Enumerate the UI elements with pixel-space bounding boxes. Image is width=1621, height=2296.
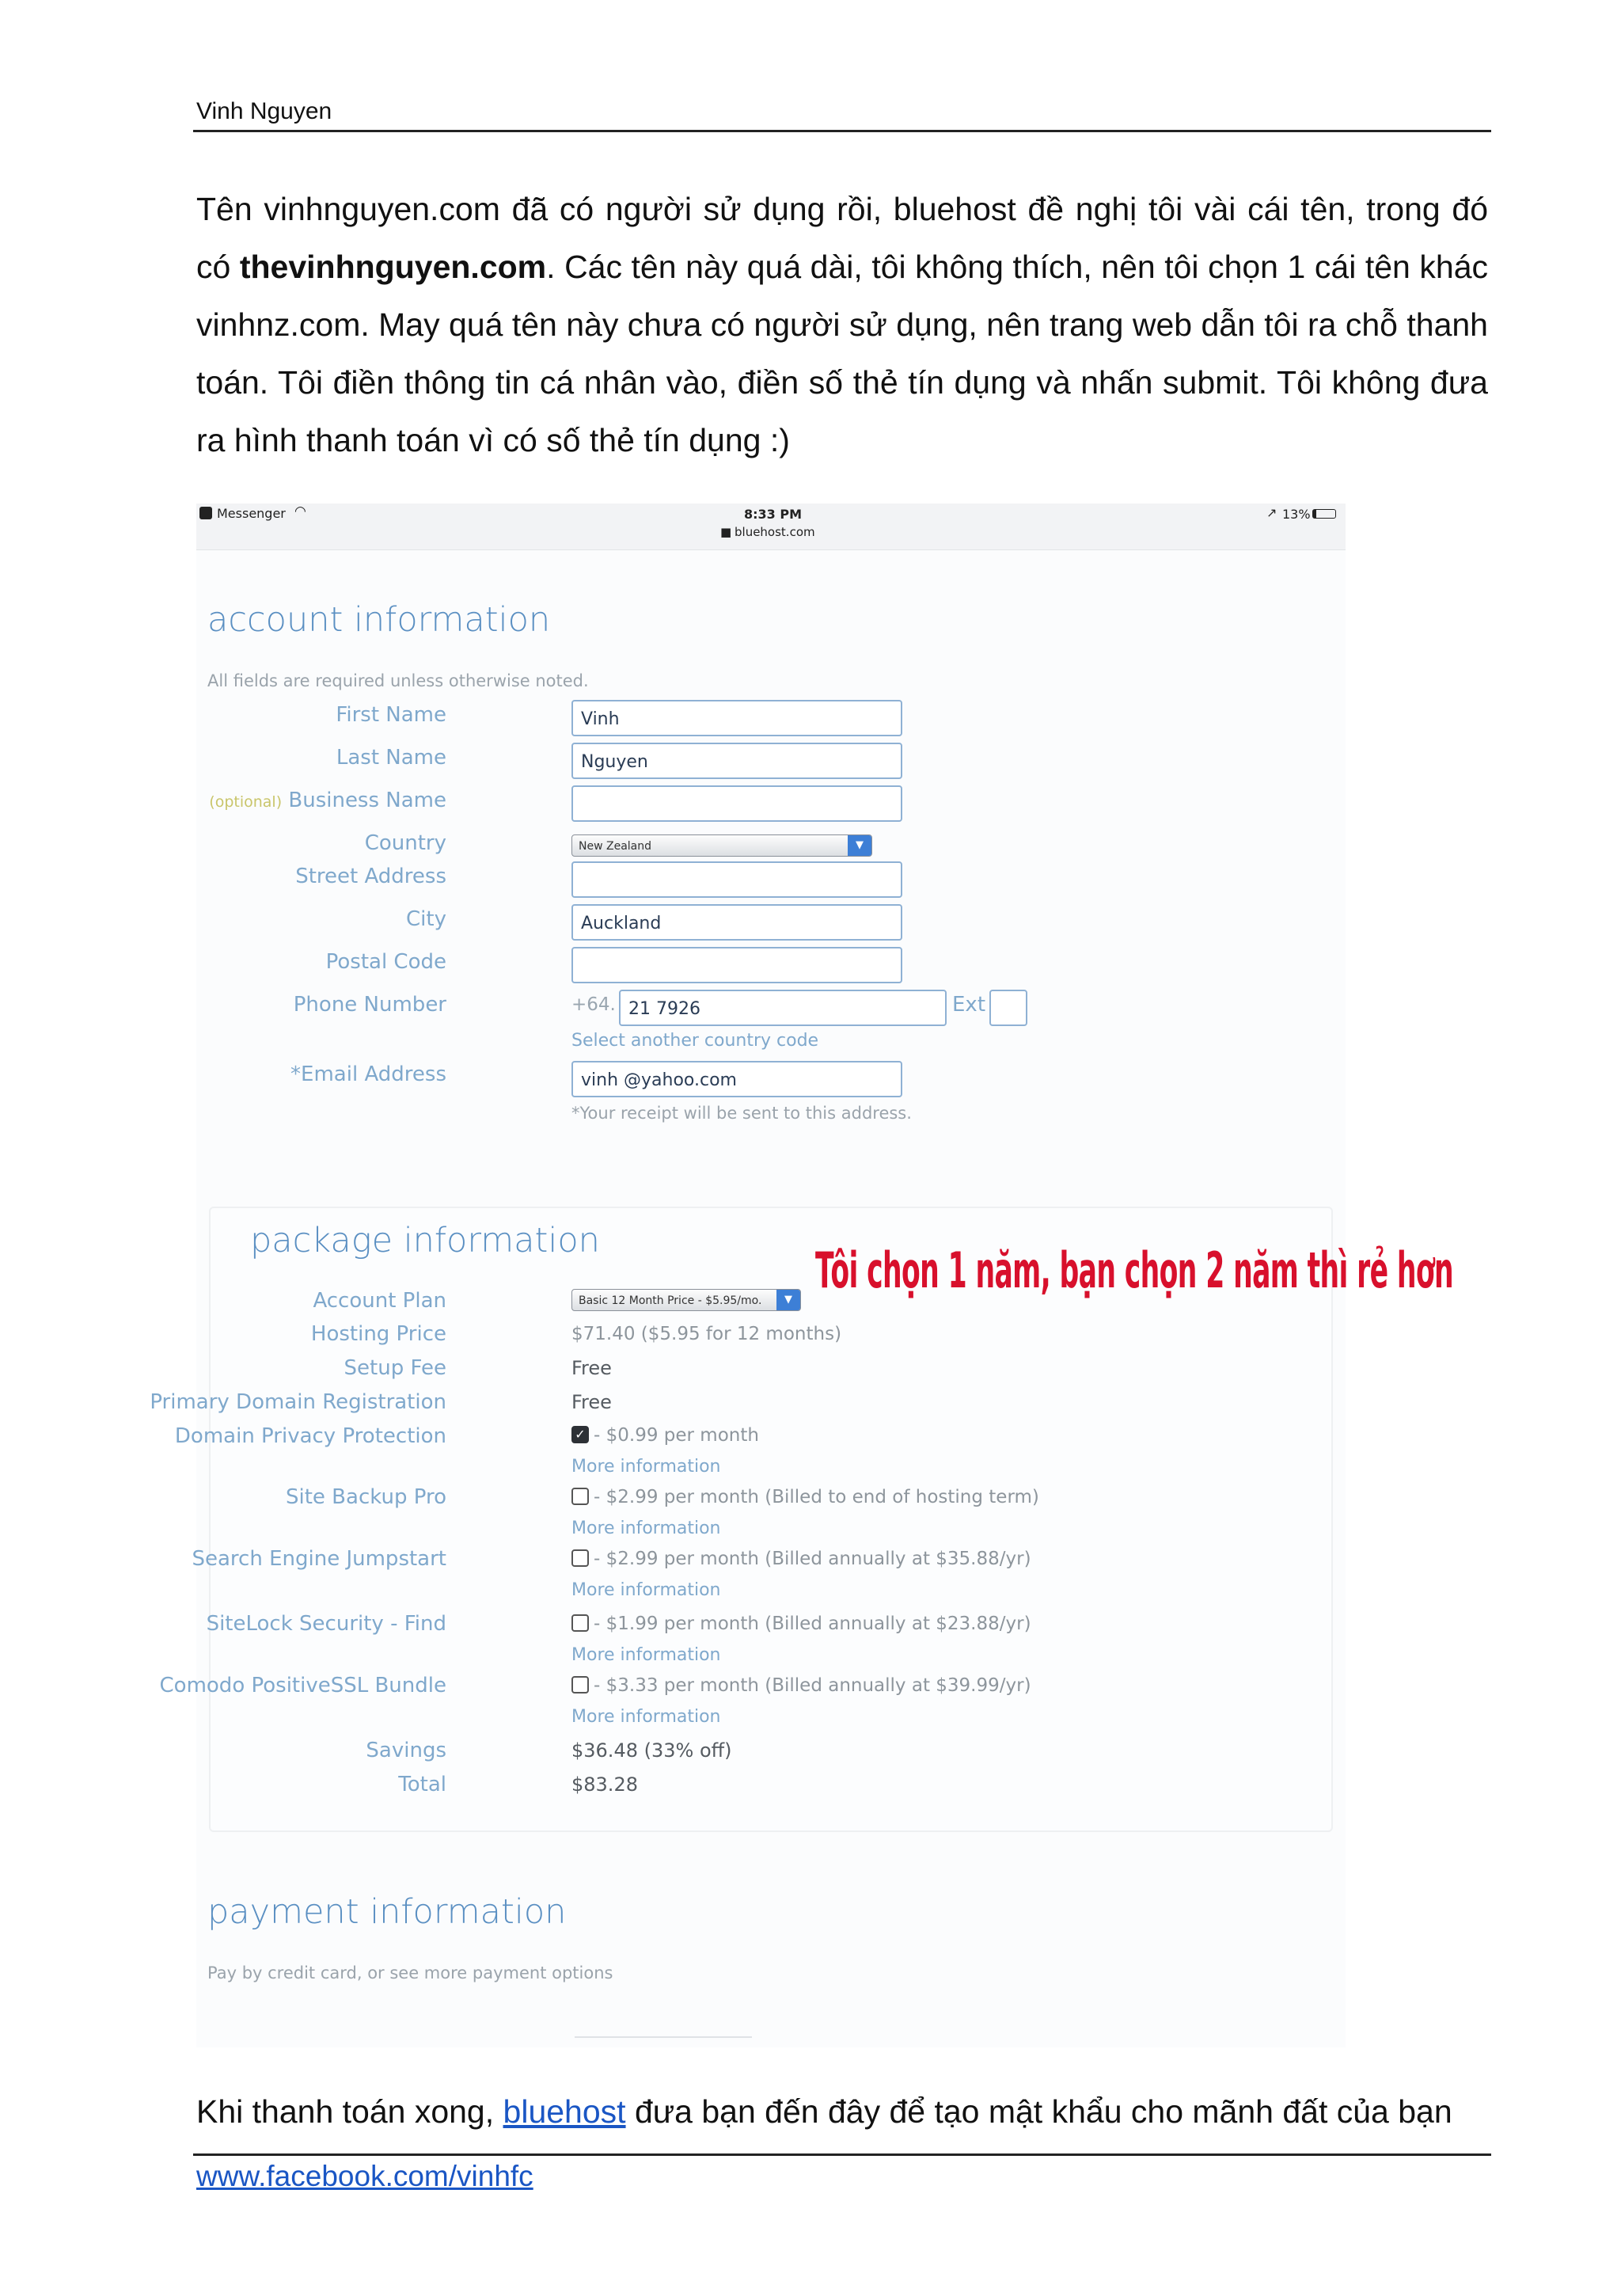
header-rule bbox=[193, 130, 1491, 132]
first-name-input[interactable]: Vinh bbox=[571, 700, 902, 736]
messenger-app-icon bbox=[199, 507, 212, 519]
ios-status-bar bbox=[196, 504, 1346, 550]
chevron-down-icon: ▼ bbox=[848, 835, 871, 856]
domain-privacy-label: Domain Privacy Protection bbox=[174, 1424, 446, 1448]
seo-jumpstart-label: Search Engine Jumpstart bbox=[192, 1547, 446, 1571]
first-name-label: First Name bbox=[336, 703, 446, 727]
last-name-input[interactable]: Nguyen bbox=[571, 743, 902, 779]
email-label: *Email Address bbox=[290, 1062, 446, 1086]
more-info-link[interactable]: More information bbox=[571, 1519, 721, 1538]
account-plan-select[interactable] bbox=[571, 1289, 801, 1311]
footer-facebook-link[interactable]: www.facebook.com/vinhfc bbox=[196, 2160, 533, 2192]
phone-country-prefix: +64. bbox=[571, 994, 616, 1015]
required-note: All fields are required unless otherwise noted. bbox=[207, 671, 589, 690]
divider bbox=[575, 2036, 752, 2038]
country-select-value: New Zealand bbox=[579, 840, 651, 853]
setup-fee-value: Free bbox=[571, 1357, 612, 1379]
ssl-bundle-checkbox[interactable] bbox=[571, 1676, 589, 1693]
ssl-bundle-value: - $3.33 per month (Billed annually at $39.99/yr) bbox=[594, 1675, 1031, 1696]
site-backup-label: Site Backup Pro bbox=[286, 1485, 446, 1509]
bluehost-screenshot bbox=[150, 504, 1454, 2047]
wifi-icon: ◠ bbox=[294, 504, 306, 519]
handwritten-annotation: Tôi chọn 1 năm, bạn chọn 2 năm thì rẻ hơn bbox=[815, 1241, 1454, 1299]
intro-paragraph bbox=[196, 181, 1488, 469]
city-label: City bbox=[406, 907, 446, 931]
savings-label: Savings bbox=[366, 1739, 446, 1762]
header-author: Vinh Nguyen bbox=[196, 98, 332, 124]
country-code-link[interactable]: Select another country code bbox=[571, 1031, 819, 1051]
phone-input[interactable]: 21 7926 bbox=[619, 990, 947, 1026]
phone-label: Phone Number bbox=[293, 993, 446, 1017]
total-value: $83.28 bbox=[571, 1773, 638, 1796]
domain-registration-label: Primary Domain Registration bbox=[150, 1390, 446, 1414]
setup-fee-label: Setup Fee bbox=[344, 1356, 446, 1380]
more-info-link[interactable]: More information bbox=[571, 1580, 721, 1600]
phone-ext-input[interactable] bbox=[989, 990, 1027, 1026]
savings-value: $36.48 (33% off) bbox=[571, 1739, 732, 1762]
footer-rule bbox=[193, 2153, 1491, 2156]
hosting-price-label: Hosting Price bbox=[310, 1322, 446, 1346]
payment-options-note[interactable]: Pay by credit card, or see more payment options bbox=[207, 1963, 613, 1982]
domain-privacy-checkbox[interactable]: ✓ bbox=[571, 1426, 589, 1443]
intro-text-a: Tên vinhnguyen.com đã có người sử dụng rồi, bluehost đề nghị tôi vài cái tên, trong đó có bbox=[196, 191, 1488, 285]
intro-text-b: . Các tên này quá dài, tôi không thích, nên tôi chọn 1 cái tên khác vinhnz.com. May quá tên này chưa có người sử dụng, nên trang web dẫn tôi ra chỗ thanh toán. Tôi điền thông tin cá nhân vào, điền số thẻ tín dụng và nhấn submit. Tôi không đưa ra hình thanh toán vì có số thẻ tín dụng :) bbox=[196, 249, 1488, 458]
chevron-down-icon: ▼ bbox=[776, 1290, 800, 1310]
sitelock-label: SiteLock Security - Find bbox=[206, 1612, 446, 1636]
total-label: Total bbox=[398, 1773, 446, 1796]
optional-tag: (optional) bbox=[209, 793, 283, 811]
email-input[interactable]: vinh @yahoo.com bbox=[571, 1061, 902, 1097]
receipt-note: *Your receipt will be sent to this address. bbox=[571, 1104, 912, 1123]
site-backup-checkbox[interactable] bbox=[571, 1488, 589, 1505]
account-plan-label: Account Plan bbox=[313, 1289, 446, 1313]
hosting-price-value: $71.40 ($5.95 for 12 months) bbox=[571, 1324, 842, 1344]
battery-icon bbox=[1312, 509, 1336, 519]
city-input[interactable]: Auckland bbox=[571, 904, 902, 941]
street-address-input[interactable] bbox=[571, 861, 902, 898]
status-app-name: Messenger bbox=[217, 506, 286, 521]
package-info-title: package information bbox=[250, 1221, 600, 1260]
ssl-bundle-label: Comodo PositiveSSL Bundle bbox=[159, 1674, 446, 1697]
lock-icon: ■ bbox=[720, 525, 732, 539]
business-name-input[interactable] bbox=[571, 785, 902, 822]
business-name-label bbox=[209, 789, 446, 812]
postal-code-label: Postal Code bbox=[325, 950, 446, 974]
sitelock-checkbox[interactable] bbox=[571, 1614, 589, 1632]
battery-percent: 13% bbox=[1282, 507, 1311, 522]
domain-registration-value: Free bbox=[571, 1391, 612, 1413]
country-select[interactable] bbox=[571, 834, 872, 857]
postal-code-input[interactable] bbox=[571, 947, 902, 983]
status-url[interactable]: bluehost.com bbox=[735, 525, 815, 539]
payment-info-title: payment information bbox=[207, 1892, 567, 1932]
account-plan-value: Basic 12 Month Price - $5.95/mo. bbox=[579, 1294, 762, 1307]
intro-bold-domain: thevinhnguyen.com bbox=[239, 249, 547, 285]
location-arrow-icon: ↗ bbox=[1266, 505, 1277, 520]
outro-sentence bbox=[196, 2093, 1452, 2131]
domain-privacy-value: - $0.99 per month bbox=[594, 1425, 759, 1446]
account-info-title: account information bbox=[207, 600, 551, 640]
seo-jumpstart-value: - $2.99 per month (Billed annually at $35.88/yr) bbox=[594, 1549, 1031, 1569]
ext-label: Ext bbox=[952, 993, 986, 1017]
seo-jumpstart-checkbox[interactable] bbox=[571, 1549, 589, 1567]
more-info-link[interactable]: More information bbox=[571, 1457, 721, 1477]
more-info-link[interactable]: More information bbox=[571, 1645, 721, 1665]
street-address-label: Street Address bbox=[295, 865, 446, 888]
status-time: 8:33 PM bbox=[744, 507, 803, 522]
more-info-link[interactable]: More information bbox=[571, 1707, 721, 1727]
site-backup-value: - $2.99 per month (Billed to end of hosting term) bbox=[594, 1487, 1039, 1507]
last-name-label: Last Name bbox=[336, 746, 446, 770]
business-name-label-text: Business Name bbox=[288, 789, 446, 812]
sitelock-value: - $1.99 per month (Billed annually at $23.88/yr) bbox=[594, 1614, 1031, 1634]
bluehost-link[interactable]: bluehost bbox=[503, 2093, 626, 2130]
outro-text-before: Khi thanh toán xong, bbox=[196, 2093, 503, 2130]
country-label: Country bbox=[364, 831, 446, 855]
outro-text-after: đưa bạn đến đây để tạo mật khẩu cho mãnh đất của bạn bbox=[625, 2093, 1452, 2130]
